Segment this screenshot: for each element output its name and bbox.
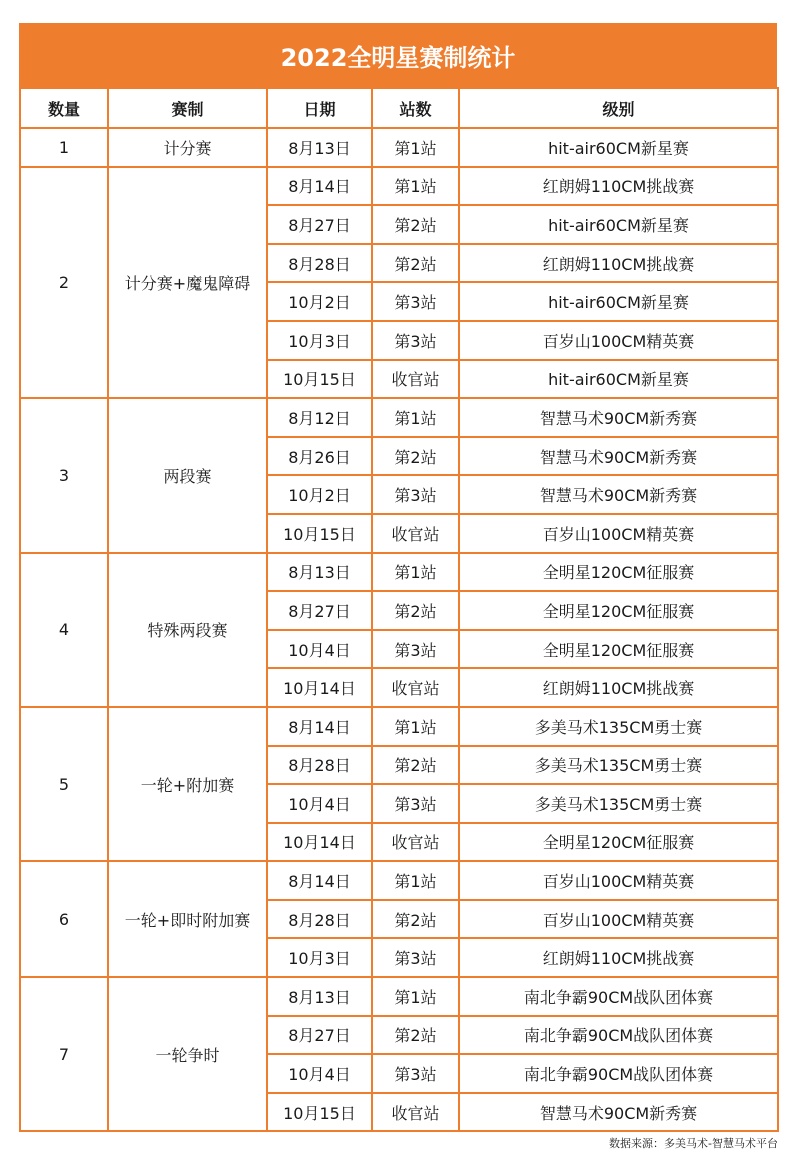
cell-level: 南北争霸90CM战队团体赛 bbox=[459, 977, 778, 1016]
cell-date: 8月14日 bbox=[267, 707, 372, 746]
col-header-format: 赛制 bbox=[108, 88, 267, 128]
cell-count: 7 bbox=[20, 977, 108, 1131]
cell-count: 4 bbox=[20, 553, 108, 707]
cell-level: 智慧马术90CM新秀赛 bbox=[459, 1093, 778, 1132]
cell-stage: 第1站 bbox=[372, 128, 459, 167]
cell-count: 6 bbox=[20, 861, 108, 977]
cell-level: hit-air60CM新星赛 bbox=[459, 205, 778, 244]
cell-level: 全明星120CM征服赛 bbox=[459, 591, 778, 630]
cell-stage: 第2站 bbox=[372, 591, 459, 630]
stats-table bbox=[19, 87, 779, 1132]
cell-stage: 第3站 bbox=[372, 938, 459, 977]
cell-date: 10月2日 bbox=[267, 475, 372, 514]
cell-stage: 第3站 bbox=[372, 1054, 459, 1093]
cell-date: 10月4日 bbox=[267, 630, 372, 669]
cell-level: 南北争霸90CM战队团体赛 bbox=[459, 1016, 778, 1055]
cell-stage: 收官站 bbox=[372, 514, 459, 553]
table-row bbox=[20, 977, 778, 1016]
cell-stage: 第3站 bbox=[372, 475, 459, 514]
cell-level: 百岁山100CM精英赛 bbox=[459, 861, 778, 900]
cell-date: 8月14日 bbox=[267, 861, 372, 900]
source-note: 数据来源：多美马术-智慧马术平台 bbox=[609, 1137, 778, 1150]
cell-format: 一轮+即时附加赛 bbox=[108, 861, 267, 977]
cell-level: 全明星120CM征服赛 bbox=[459, 823, 778, 862]
cell-date: 8月12日 bbox=[267, 398, 372, 437]
cell-level: 多美马术135CM勇士赛 bbox=[459, 746, 778, 785]
cell-stage: 第2站 bbox=[372, 900, 459, 939]
cell-level: 智慧马术90CM新秀赛 bbox=[459, 398, 778, 437]
table-row bbox=[20, 553, 778, 592]
cell-date: 8月27日 bbox=[267, 1016, 372, 1055]
stats-table-container bbox=[19, 23, 777, 1132]
cell-level: 智慧马术90CM新秀赛 bbox=[459, 475, 778, 514]
cell-date: 10月4日 bbox=[267, 1054, 372, 1093]
cell-level: hit-air60CM新星赛 bbox=[459, 360, 778, 399]
cell-stage: 第1站 bbox=[372, 553, 459, 592]
cell-level: 智慧马术90CM新秀赛 bbox=[459, 437, 778, 476]
cell-date: 8月28日 bbox=[267, 746, 372, 785]
cell-level: 全明星120CM征服赛 bbox=[459, 553, 778, 592]
cell-format: 计分赛+魔鬼障碍 bbox=[108, 167, 267, 399]
cell-stage: 第2站 bbox=[372, 244, 459, 283]
cell-date: 8月13日 bbox=[267, 128, 372, 167]
cell-count: 3 bbox=[20, 398, 108, 552]
cell-level: 百岁山100CM精英赛 bbox=[459, 321, 778, 360]
cell-date: 8月27日 bbox=[267, 591, 372, 630]
cell-date: 10月14日 bbox=[267, 823, 372, 862]
cell-stage: 第2站 bbox=[372, 746, 459, 785]
cell-level: 百岁山100CM精英赛 bbox=[459, 900, 778, 939]
cell-date: 8月13日 bbox=[267, 977, 372, 1016]
cell-date: 8月27日 bbox=[267, 205, 372, 244]
cell-stage: 第1站 bbox=[372, 977, 459, 1016]
cell-level: 红朗姆110CM挑战赛 bbox=[459, 167, 778, 206]
cell-date: 8月28日 bbox=[267, 244, 372, 283]
cell-stage: 第3站 bbox=[372, 784, 459, 823]
cell-stage: 收官站 bbox=[372, 668, 459, 707]
col-header-count: 数量 bbox=[20, 88, 108, 128]
table-row bbox=[20, 707, 778, 746]
col-header-stage: 站数 bbox=[372, 88, 459, 128]
cell-format: 一轮+附加赛 bbox=[108, 707, 267, 861]
cell-date: 8月14日 bbox=[267, 167, 372, 206]
cell-level: 红朗姆110CM挑战赛 bbox=[459, 668, 778, 707]
cell-stage: 收官站 bbox=[372, 1093, 459, 1132]
cell-level: hit-air60CM新星赛 bbox=[459, 282, 778, 321]
header-row bbox=[20, 88, 778, 128]
cell-date: 10月3日 bbox=[267, 321, 372, 360]
cell-date: 10月4日 bbox=[267, 784, 372, 823]
cell-count: 5 bbox=[20, 707, 108, 861]
cell-level: 多美马术135CM勇士赛 bbox=[459, 707, 778, 746]
cell-level: 南北争霸90CM战队团体赛 bbox=[459, 1054, 778, 1093]
cell-date: 10月15日 bbox=[267, 514, 372, 553]
cell-stage: 第1站 bbox=[372, 167, 459, 206]
cell-stage: 第1站 bbox=[372, 707, 459, 746]
table-row bbox=[20, 167, 778, 206]
cell-count: 1 bbox=[20, 128, 108, 167]
cell-level: 红朗姆110CM挑战赛 bbox=[459, 938, 778, 977]
cell-date: 10月3日 bbox=[267, 938, 372, 977]
cell-date: 8月13日 bbox=[267, 553, 372, 592]
table-row bbox=[20, 128, 778, 167]
table-body bbox=[20, 128, 778, 1131]
cell-stage: 收官站 bbox=[372, 823, 459, 862]
cell-level: hit-air60CM新星赛 bbox=[459, 128, 778, 167]
cell-date: 10月15日 bbox=[267, 360, 372, 399]
cell-date: 10月2日 bbox=[267, 282, 372, 321]
cell-stage: 第2站 bbox=[372, 437, 459, 476]
cell-stage: 第3站 bbox=[372, 630, 459, 669]
cell-level: 红朗姆110CM挑战赛 bbox=[459, 244, 778, 283]
cell-format: 一轮争时 bbox=[108, 977, 267, 1131]
cell-format: 特殊两段赛 bbox=[108, 553, 267, 707]
cell-date: 10月15日 bbox=[267, 1093, 372, 1132]
col-header-level: 级别 bbox=[459, 88, 778, 128]
table-row bbox=[20, 861, 778, 900]
cell-format: 计分赛 bbox=[108, 128, 267, 167]
cell-count: 2 bbox=[20, 167, 108, 399]
cell-stage: 第3站 bbox=[372, 282, 459, 321]
cell-date: 10月14日 bbox=[267, 668, 372, 707]
cell-stage: 第2站 bbox=[372, 1016, 459, 1055]
cell-stage: 收官站 bbox=[372, 360, 459, 399]
cell-level: 全明星120CM征服赛 bbox=[459, 630, 778, 669]
table-row bbox=[20, 398, 778, 437]
cell-format: 两段赛 bbox=[108, 398, 267, 552]
cell-stage: 第1站 bbox=[372, 398, 459, 437]
cell-level: 百岁山100CM精英赛 bbox=[459, 514, 778, 553]
cell-date: 8月26日 bbox=[267, 437, 372, 476]
table-title: 2022全明星赛制统计 bbox=[19, 23, 777, 87]
cell-stage: 第3站 bbox=[372, 321, 459, 360]
col-header-date: 日期 bbox=[267, 88, 372, 128]
cell-stage: 第1站 bbox=[372, 861, 459, 900]
cell-level: 多美马术135CM勇士赛 bbox=[459, 784, 778, 823]
cell-stage: 第2站 bbox=[372, 205, 459, 244]
cell-date: 8月28日 bbox=[267, 900, 372, 939]
